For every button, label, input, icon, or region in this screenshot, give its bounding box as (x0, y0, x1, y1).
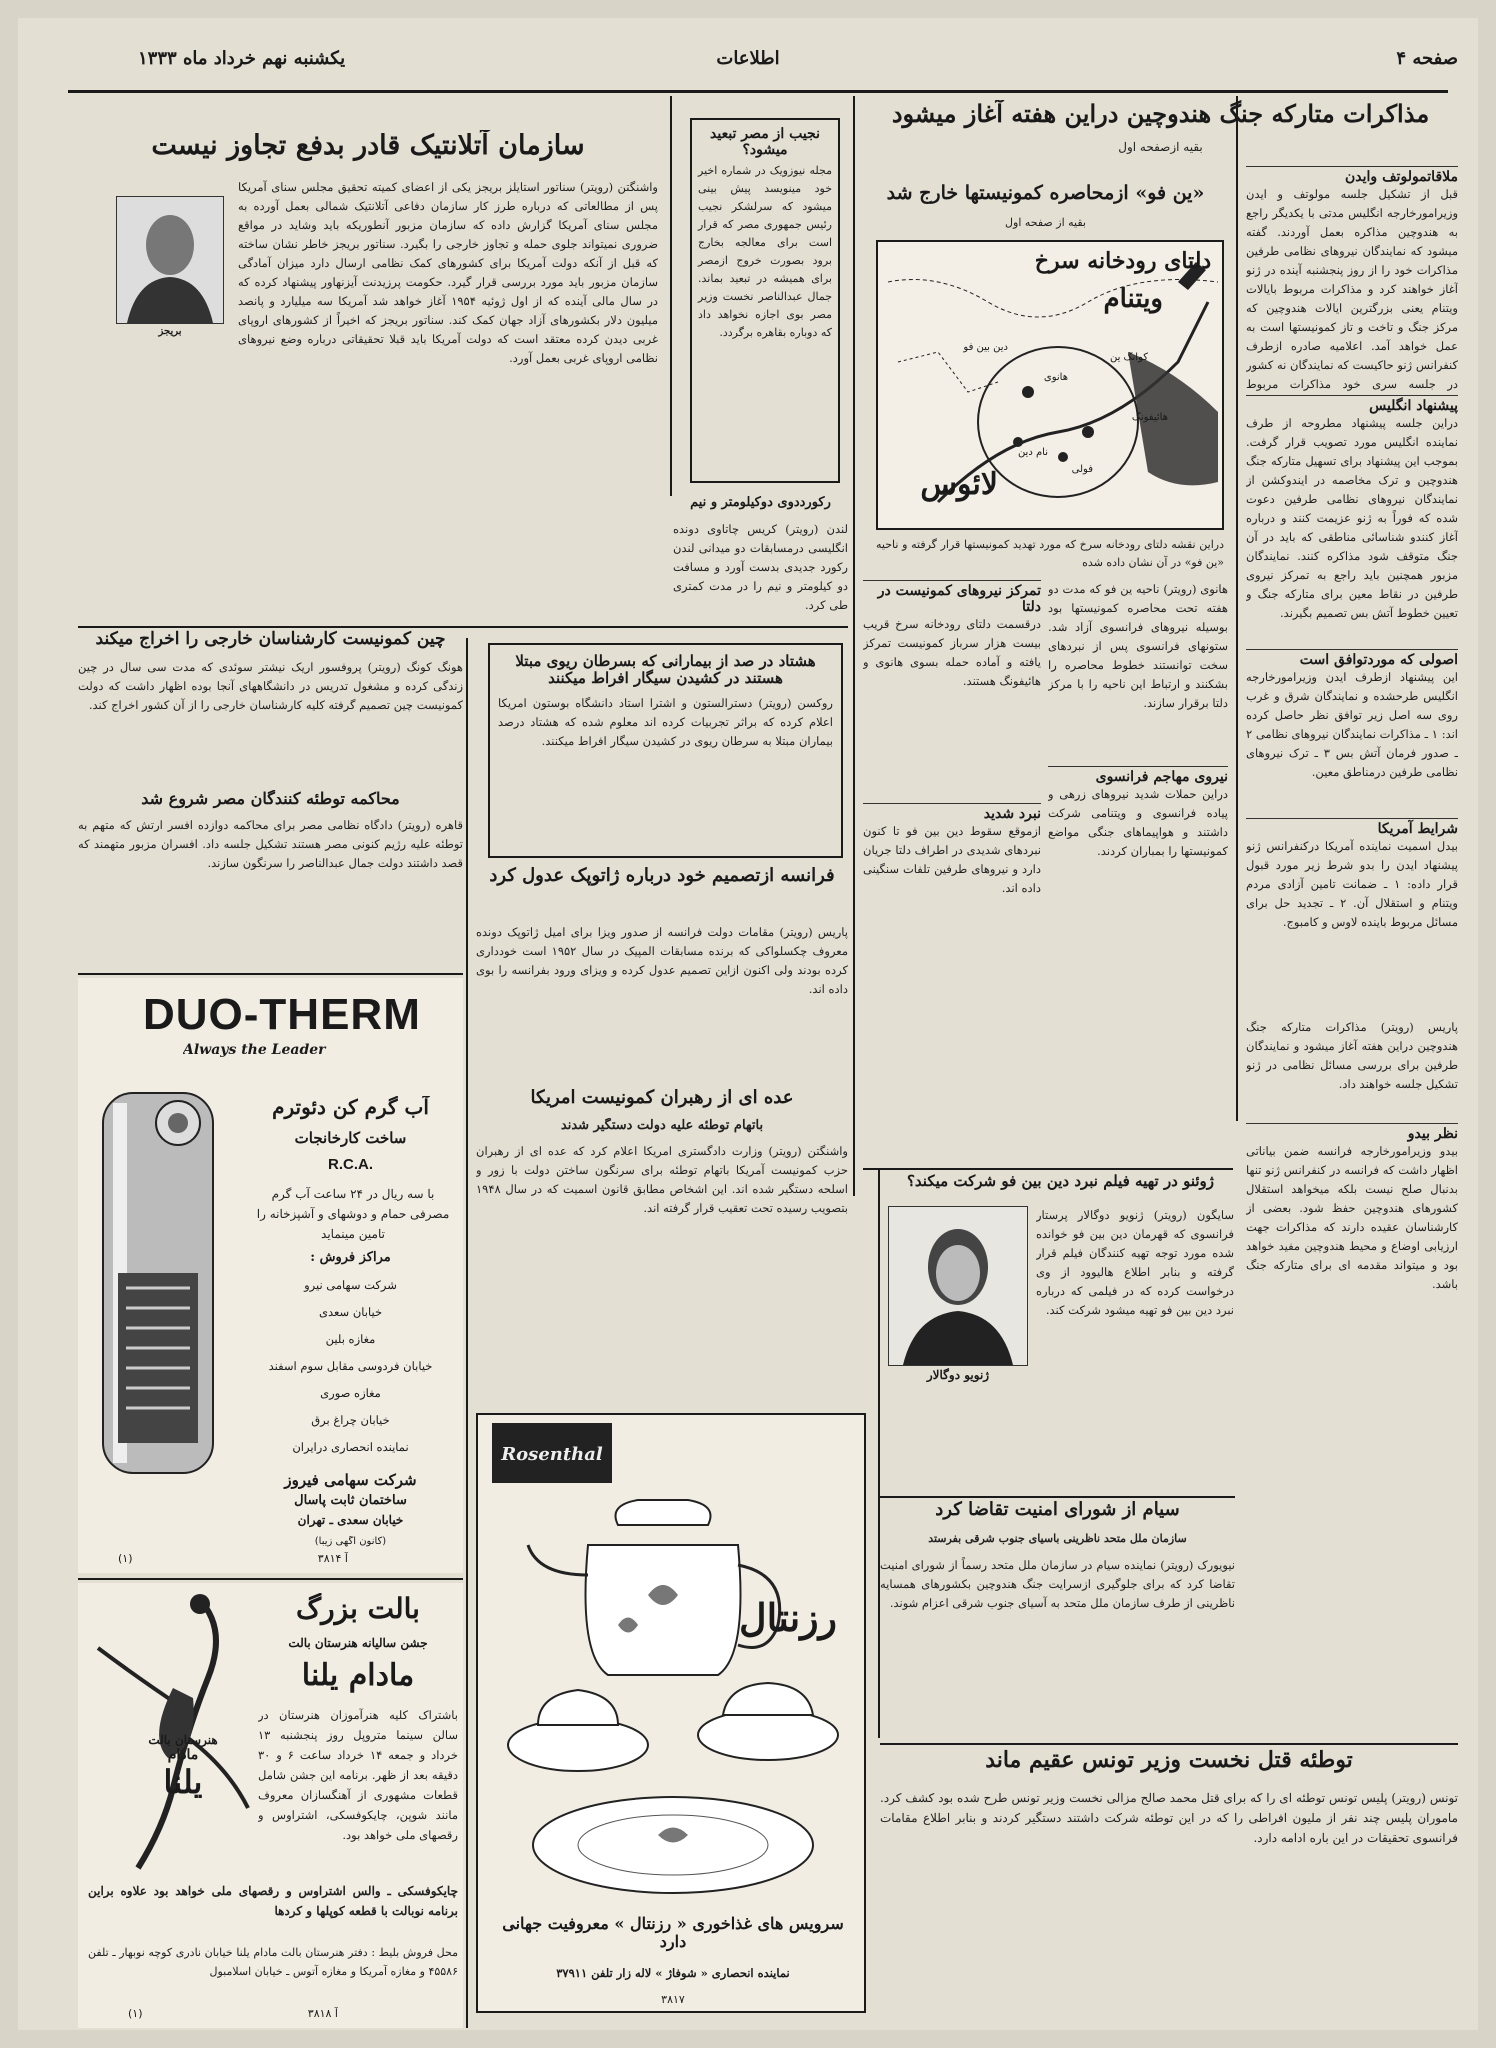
record-headline: رکورددوی دوکیلومتر و نیم (690, 496, 831, 510)
ballet-signature (128, 1733, 238, 1853)
china-headline: چین کمونیست کارشناسان خارجی را اخراج میکند (95, 630, 446, 649)
film-headline: ژوئنو در تهیه فیلم نبرد دین بین فو شرکت میکند؟ (906, 1173, 1215, 1190)
talks-section-body: بیدل اسمیت نماینده آمریکا درکنفرانس ژنو پیشنهاد ایدن را بدو شرط زیر مورد قبول قرار داده: ۱ ـ ضمانت تامین آزادی مردم ویتنام و استقلال آن. ۲ ـ تجدید حل برای مسائل مربوط باینده لاوس و کامبوج. (1246, 839, 1458, 929)
ad-rule (78, 973, 463, 975)
sales-center: شرکت سهامی نیرو (304, 1278, 397, 1292)
france-body: پاریس (رویتر) مقامات دولت فرانسه از صدور ویزا برای امیل ژاتوپک دونده معروف چکسلواکی که برنده مسابقات المپیک در سال ۱۹۵۲ است خودداری کرده بودند ولی اکنون ازاین تصمیم عدول کرده و ویزای ورود بفرانسه را بوی داده اند. (476, 925, 848, 996)
gallard-photo (888, 1206, 1028, 1366)
paper-name: اطلاعات (716, 48, 780, 69)
col-rule (670, 96, 672, 496)
nato-headline: سازمان آتلانتیک قادر بدفع تجاوز نیست (151, 130, 585, 161)
talks-headline: مذاکرات متارکه جنگ هندوچین دراین هفته آغاز میشود (891, 100, 1430, 128)
duotherm-desc: با سه ریال در ۲۴ ساعت آب گرم مصرفی حمام و دوشهای و آشپزخانه را تامین مینماید (256, 1187, 450, 1241)
yenfu-section (1048, 766, 1228, 976)
talks-column-lower (1246, 1123, 1458, 1743)
egypt-exile-box (690, 118, 840, 483)
duotherm-maker-brand: R.C.A. (328, 1156, 373, 1173)
photo-spacer (78, 178, 238, 353)
yenfu-section-body: ازموقع سقوط دین بین فو تا کنون نبردهای شدیدی در اطراف دلتا جریان دارد و نیروهای طرفین تلفات سنگینی داده اند. (863, 824, 1041, 895)
talks-section-heading: نظر بیدو (1246, 1123, 1458, 1142)
siam-headline: سیام از شورای امنیت تقاضا کرد (935, 1500, 1180, 1520)
duotherm-centers-list (243, 1272, 458, 1472)
yenfu-section-heading: نبرد شدید (863, 803, 1041, 822)
section-rule (78, 626, 848, 628)
sales-center: خیابان سعدی (318, 1305, 383, 1319)
rosenthal-tagline: سرویس های غذاخوری « رزنتال » معروفیت جهانی دارد (502, 1915, 844, 1952)
talks-section-heading: پیشنهاد انگلیس (1246, 395, 1458, 414)
issue-date: یکشنبه نهم خرداد ماه ۱۳۳۳ (138, 48, 346, 69)
yenfu-section-body: درقسمت دلتای رودخانه سرخ قریب بیست هزار سرباز کمونیست تمرکز یافته و آماده حمله بسوی هانوی و هائیفونگ هستند. (863, 617, 1041, 688)
ballet-subtitle: جشن سالیانه هنرستان بالت (288, 1637, 428, 1650)
gallard-caption: ژنویو دوگالار (926, 1368, 990, 1382)
talks-column (1246, 166, 1458, 1121)
porcelain-set-icon (498, 1485, 848, 1905)
egypt-trial-headline: محاکمه توطئه کنندگان مصر شروع شد (141, 790, 400, 808)
siam-body: نیویورک (رویتر) نماینده سیام در سازمان ملل متحد رسماً از شورای امنیت تقاضا کرد که برای جلوگیری ازسرایت جنگ هندوچین بکشورهای همسایه ناظرینی از طرف سازمان ملل متحد به آسیای جنوب شرقی اعزام شوند. (880, 1558, 1235, 1610)
usa-body: واشنگتن (رویتر) وزارت دادگستری امریکا اعلام کرد که عده ای از رهبران حزب کمونیست آمریکا باتهام توطئه برای سرنگون ساختن دولت با زور و اسلحه دستگیر شده اند. این اشخاص مطابق قانون اسمیت که در سال ۱۹۴۸ بتصویب رسیده تحت تعقیب قرار گرفته اند. (476, 1144, 848, 1215)
map-label-namdinh: نام دین (1017, 447, 1048, 458)
ballet-code: آ ۳۸۱۸ (307, 2007, 338, 2020)
ballet-highlight: چایکوفسکی ـ والس اشتراوس و رقصهای ملی خواهد بود علاوه براین برنامه نوبالت با قطعه کوپلها و کردها (88, 1884, 458, 1918)
talks-intro: پاریس (رویتر) مذاکرات متارکه جنگ هندوچین دراین هفته آغاز میشود و نمایندگان طرفین برای بررسی مسائل نظامی در ژنو تشکیل جلسه خواهند داد. (1246, 1020, 1458, 1091)
ballet-tickets: محل فروش بلیط : دفتر هنرستان بالت مادام یلنا خیابان نادری کوچه نوبهار ـ تلفن ۴۵۵۸۶ و مغازه آمریکا و مغازه آتوس ـ خیابان اسلامبول (88, 1946, 458, 1978)
film-body: سایگون (رویتر) ژنویو دوگالار پرستار فرانسوی که قهرمان دین بین فو خوانده شده مورد توجه تهیه کنندگان فیلم قرار گرفته و بنابر اطلاع هالیوود از وی درخواست کرده که در فیلمی که درباره نبرد دین بین فو تهیه میشود شرکت کند. (1036, 1208, 1234, 1317)
yenfu-section (863, 803, 1041, 973)
sales-center: مغازه بلین (325, 1332, 376, 1346)
record-body: لندن (رویتر) کریس چاتاوی دونده انگلیسی درمسابقات دو میدانی لندن رکورد جدیدی بدست آورد و مسافت دو کیلومتر و نیم را در مدت کمتری طی کرد. (673, 522, 848, 612)
talks-section-body: این پیشنهاد ازطرف ایدن وزیرامورخارجه انگلیس طرحشده و نمایندگان شرق و غرب روی سه اصل زیر توافق نظر حاصل کرده اند: ۱ ـ مذاکرات نمایندگان نیروهای نظامی ۲ ـ صدور فرمان آتش بس ۳ ـ ترک نیروهای نظامی طرفین درمناطق معین. (1246, 670, 1458, 779)
yenfu-continued: بقیه از صفحه اول (1005, 216, 1086, 229)
map-label-hanoi: هانوی (1043, 372, 1068, 383)
china-body: هونگ کونگ (رویتر) پروفسور اریک نیشتر سوئدی که مدت سی سال در چین زندگی کرده و مشغول تدریس در دانشگاههای آنجا بوده اظهار داشت که دولت کمونیست چین تصمیم گرفته کلیه کارشناسان خارجی را از آن کشور اخراج کند. (78, 660, 463, 712)
masthead-rule (68, 90, 1448, 93)
talks-section-body: دراین جلسه پیشنهاد مطروحه از طرف نماینده انگلیس مورد تصویب قرار گرفت. بموجب این پیشنهاد برای تسهیل متارکه جنگ هندوچین و ترک مخاصمه در ایندوکشن از نمایندگان نیروهای نظامی طرفین دعوت شده که فوراً به ژنو عزیمت کنند و درباره آغاز کنندو شناسائی مناطقی که باید در آن جنگ متوقف شود مذاکره کنند. نمایندگان مزبور همچنین باید راجع به تمرکز نیروی طرفین در نقاط معین برای متارکه جنگ و تعیین خطوط آتش بس تصمیم بگیرند. (1246, 416, 1458, 620)
tunis-body: تونس (رویتر) پلیس تونس توطئه ای را که برای قتل محمد صالح مزالی نخست وزیر تونس طرح شده بود کشف کرد. ماموران پلیس چند نفر از ملیون افراطی را که در این توطئه شرکت داشتند دستگیر کردند و بنابر اطلاع مقامات فرانسوی تحقیقات در این باره ادامه دارد. (880, 1791, 1458, 1845)
rosenthal-ad (476, 1413, 866, 2013)
ad-rule (78, 1578, 463, 1580)
egypt-trial-body: قاهره (رویتر) دادگاه نظامی مصر برای محاکمه دوازده افسر ارتش که متهم به توطئه علیه رژیم کنونی مصر هستند تشکیل جلسه داد. افسران مزبور متهمند که قصد داشتند دولت جمال عبدالناصر را سرنگون سازند. (78, 818, 463, 870)
rosenthal-code: ۳۸۱۷ (661, 1993, 685, 2006)
duotherm-agent-addr1: ساختمان ثابت پاسال (294, 1494, 407, 1508)
duotherm-agent-addr2: خیابان سعدی ـ تهران (297, 1514, 404, 1527)
col-rule (1236, 96, 1238, 1121)
usa-headline: عده ای از رهبران کمونیست امریکا (530, 1088, 794, 1108)
duotherm-slogan: Always the Leader (183, 1042, 326, 1058)
section-rule (880, 1496, 1235, 1498)
water-heater-icon (78, 1073, 238, 1493)
siam-subheadline: سازمان ملل متحد ناظرینی باسیای جنوب شرقی بفرستد (928, 1532, 1187, 1545)
sales-center: نماینده انحصاری درایران (292, 1440, 409, 1454)
duotherm-brand: DUO-THERM (143, 990, 421, 1039)
tunis-headline: توطئه قتل نخست وزیر تونس عقیم ماند (985, 1748, 1353, 1773)
map-title: دلتای رودخانه سرخ (1034, 248, 1212, 274)
ballet-ad (78, 1583, 463, 2028)
ballet-sign2: مادام (167, 1747, 199, 1763)
duotherm-centers-title: مراکز فروش : (310, 1250, 391, 1265)
duotherm-code: آ ۳۸۱۴ (317, 1552, 348, 1565)
rosenthal-logo: Rosenthal (492, 1423, 612, 1483)
egypt-exile-headline: نجیب از مصر تبعید میشود؟ (710, 126, 820, 159)
yenfu-body: هانوی (رویتر) ناحیه ین فو که مدت دو هفته تحت محاصره کمونیستها بود بوسیله نیروهای فرانسوی آزاد شد. ستونهای فرانسوی پس از نبردهای سخت توانستند خطوط محاصره را بشکنند و ارتباط این ناحیه را با مرکز دلتا برقرار سازند. (1048, 582, 1228, 710)
duotherm-ad (78, 978, 463, 1573)
yenfu-section-heading: نیروی مهاجم فرانسوی (1048, 766, 1228, 785)
talks-continued: بقیه ازصفحه اول (1118, 140, 1203, 154)
sales-center: خیابان فردوسی مقابل سوم اسفند (268, 1359, 433, 1373)
map-label-phuly: فولی (1071, 464, 1093, 475)
egypt-exile-body: مجله نیوزویک در شماره اخیر خود مینویسد پیش بینی میشود که سرلشکر نجیب رئیس جمهوری مصر که قرار است برای معالجه بخارج برود بصورت خروج ازمصر برای همیشه در تبعید بماند. جمال عبدالناصر نخست وزیر مصر بوی اجازه نخواهد داد که دوباره بقاهره برگردد. (698, 164, 832, 340)
portrait-icon (889, 1207, 1027, 1365)
nato-body-text: واشنگتن (رویتر) سناتور استایلز بریجز یکی از اعضای کمیته تحقیق مجلس سنای آمریکا پس از مطالعاتی که درباره طرز کار سازمان دفاعی آتلانتیک شمالی بعمل آورده به مجلس سنای آمریکا گزارش داده که سازمان مزبور آنطوریکه باید وشاید در مواقع ضروری نمیتواند جلوی حمله و تجاوز خارجی را بگیرد. سناتور بریجز خاطر نشان ساخته که قبل از آنکه دولت آمریکا برای کشورهای کمک نظامی ارسال دارد میزان آمادگی سازمان مزبور باید مورد بررسی قرار گیرد. حکومت پرزیدنت آیزنهاور پیشنهاد کرده که در سال مالی آینده که از اول ژوئیه ۱۹۵۴ آغاز خواهد شد آمریکا سه میلیارد و پانصد میلیون دلار بکشورهای آزاد جهان کمک کند. سناتور بریجز که اخیراً از کشورهای اروپای غربی دیدن کرده معتقد است که دولت آمریکا باید قبلا تحقیقاتی درباره وضع نیروهای نظامی اروپای غربی بعمل آورد. (238, 180, 658, 365)
talks-section-heading: شرایط آمریکا (1246, 818, 1458, 837)
sales-center: خیابان چراغ برق (311, 1413, 390, 1427)
ballet-sign1: هنرستان بالت (148, 1733, 218, 1747)
yenfu-section-body: دراین حملات شدید نیروهای زرهی و پیاده فرانسوی و ویتنامی شرکت داشتند و هواپیماهای جنگی مواضع کمونیستها را بمباران کردند. (1048, 787, 1228, 858)
ballet-sign3: یلنا (163, 1763, 203, 1801)
section-rule (880, 1743, 1458, 1745)
map-label-laos: لائوس (920, 467, 998, 502)
red-river-delta-map (876, 240, 1224, 530)
col-rule (853, 96, 855, 1196)
bridges-caption: بریجز (158, 326, 182, 337)
usa-subheadline: باتهام توطئه علیه دولت دستگیر شدند (560, 1118, 764, 1133)
rosenthal-fa-brand: رزنتال (739, 1595, 837, 1640)
cancer-headline: هشتاد در صد از بیمارانی که بسرطان ریوی مبتلا هستند در کشیدن سیگار افراط میکنند (515, 652, 816, 688)
sales-center: مغازه صوری (320, 1386, 381, 1400)
map-caption: دراین نقشه دلتای رودخانه سرخ که مورد تهدید کمونیستها قرار گرفته و ناحیه «ین فو» در آن نشان داده شده (876, 538, 1224, 569)
france-headline: فرانسه ازتصمیم خود درباره ژاتوپک عدول کرد (489, 866, 835, 886)
nato-body (78, 178, 658, 618)
yenfu-section-heading: تمرکز نیروهای کمونیست در دلتا (863, 580, 1041, 615)
duotherm-footer: (کانون آگهی زیبا) (314, 1536, 387, 1547)
rosenthal-agent: نماینده انحصاری « شوفاژ » لاله زار تلفن ۳۷۹۱۱ (556, 1967, 790, 1980)
duotherm-headline: آب گرم کن دئوترم (272, 1096, 429, 1119)
col-rule (466, 638, 468, 2028)
duotherm-agent: شرکت سهامی فیروز (284, 1472, 417, 1489)
ballet-num: (۱) (128, 2007, 143, 2020)
cancer-body: روکسن (رویتر) دسترالستون و اشترا استاد دانشگاه بوستون امریکا اعلام کرده که براثر تجربیات کرده اند معلوم شده که هشتاد درصد بیماران مبتلا به سرطان ریوی در کشیدن سیگار افراط میکنند. (498, 695, 833, 748)
map-label-haiphong: هائیفونگ (1131, 412, 1168, 423)
yenfu-headline: «ین فو» ازمحاصره کمونیستها خارج شد (886, 183, 1205, 204)
newspaper-page (18, 18, 1478, 2030)
cancer-box (488, 643, 843, 858)
duotherm-num: (۱) (118, 1552, 133, 1565)
section-rule (863, 1168, 1233, 1170)
duotherm-maker: ساخت کارخانجات (294, 1130, 407, 1147)
map-label-vietnam: ویتنام (1103, 284, 1163, 314)
map-label-quangyen: کوانگ ین (1109, 352, 1148, 363)
ballet-name: مادام یلنا (301, 1659, 415, 1693)
talks-section-body: بیدو وزیرامورخارجه فرانسه ضمن بیاناتی اظهار داشت که فرانسه در کنفرانس ژنو تنها بدنبال صلح نیست بلکه میخواهد استقلال کشورهای هندوچین حفظ شود. بعضی از کارشناسان عقیده دارند که مذاکرات جهت ارزیابی اوضاع و محیط هندوچین مفید خواهد بود و میتواند مقدمه ای برای متارکه جنگ باشد. (1246, 1144, 1458, 1291)
map-label-dienbienphu: دین بین فو (963, 342, 1008, 353)
ballet-body: باشتراک کلیه هنرآموزان هنرستان در سالن سینما متروپل روز پنجشنبه ۱۳ خرداد و جمعه ۱۴ خرداد ساعت ۶ و ۳۰ دقیقه بعد از ظهر. برنامه این جشن شامل قطعات مشهوری از آهنگسازان معروف مانند شوپن، چایکوفسکی، اشتراوس و رقصهای ملی خواهد بود. (258, 1708, 458, 1842)
ballet-title: بالت بزرگ (296, 1593, 420, 1625)
talks-section-heading: ملاقاتمولوتف وایدن (1246, 166, 1458, 185)
page-label: صفحه ۴ (1396, 48, 1458, 69)
yenfu-section (863, 580, 1041, 800)
talks-section-heading: اصولی که موردتوافق است (1246, 649, 1458, 668)
talks-section-body: قبل از تشکیل جلسه مولوتف و ایدن وزیرامورخارجه انگلیس مدتی با یکدیگر راجع به هندوچین مذاکره بعمل آوردند. گفته میشود که نمایندگان نیروهای نظامی طرفین مذاکرات خود را از روز پنجشنبه آینده در ژنو آغاز خواهند کرد و مذاکرات مربوط بایالات ویتنام یعنی بزرگترین ایالات هندوچین که مرکز جنگ و تاخت و تاز کمونیستها است به عمل خواهد آمد. اعلامیه صادره ازطرف کنفرانس ژنو حاکیست که نمایندگان نه کشور در جلسه سری خود مذاکرات مربوط (1246, 187, 1458, 391)
